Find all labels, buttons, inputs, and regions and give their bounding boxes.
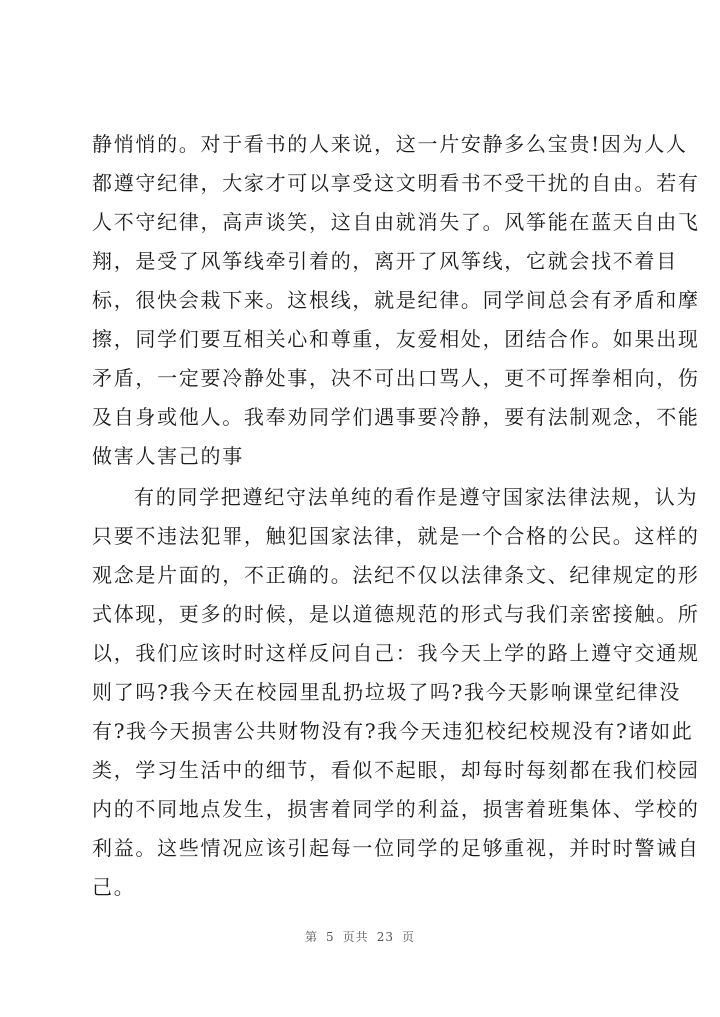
paragraph-line: 类，学习生活中的细节，看似不起眼，却每时每刻都在我们校园: [92, 758, 700, 782]
paragraph-line: 擦，同学们要互相关心和尊重，友爱相处，团结合作。如果出现: [92, 327, 700, 351]
paragraph-line: 人不守纪律，高声谈笑，这自由就消失了。风筝能在蓝天自由飞: [92, 210, 700, 234]
paragraph-line: 式体现，更多的时候，是以道德规范的形式与我们亲密接触。所: [92, 602, 700, 626]
paragraph-line: 静悄悄的。对于看书的人来说，这一片安静多么宝贵!因为人人: [92, 132, 688, 156]
footer-middle: 页共: [342, 930, 369, 944]
paragraph-line: 翔，是受了风筝线牵引着的，离开了风筝线，它就会找不着目: [92, 249, 678, 273]
paragraph-line: 有的同学把遵纪守法单纯的看作是遵守国家法律法规，认为: [134, 485, 699, 509]
paragraph-line: 及自身或他人。我奉劝同学们遇事要冷静，要有法制观念，不能: [92, 405, 700, 429]
current-page-number: 5: [326, 930, 335, 944]
paragraph-line: 内的不同地点发生，损害着同学的利益，损害着班集体、学校的: [92, 797, 700, 821]
paragraph-line: 只要不违法犯罪，触犯国家法律，就是一个合格的公民。这样的: [92, 524, 700, 548]
paragraph-line: 则了吗?我今天在校园里乱扔垃圾了吗?我今天影响课堂纪律没: [92, 680, 682, 704]
paragraph-line: 有?我今天损害公共财物没有?我今天违犯校纪校规没有?诸如此: [92, 719, 694, 743]
paragraph-line: 都遵守纪律，大家才可以享受这文明看书不受干扰的自由。若有: [92, 171, 700, 195]
paragraph-line: 矛盾，一定要冷静处事，决不可出口骂人，更不可挥拳相向，伤: [92, 366, 700, 390]
paragraph-line: 利益。这些情况应该引起每一位同学的足够重视，并时时警诫自: [92, 836, 700, 860]
paragraph-line: 观念是片面的，不正确的。法纪不仅以法律条文、纪律规定的形: [92, 563, 700, 587]
total-page-count: 23: [376, 930, 394, 944]
paragraph-line: 以，我们应该时时这样反问自己：我今天上学的路上遵守交通规: [92, 641, 700, 665]
paragraph-line: 标，很快会栽下来。这根线，就是纪律。同学间总会有矛盾和摩: [92, 288, 700, 312]
page-footer: [0, 928, 720, 945]
paragraph-line: 做害人害己的事: [92, 444, 244, 468]
footer-suffix: 页: [401, 930, 415, 944]
footer-prefix: 第: [305, 930, 319, 944]
paragraph-line: 己。: [92, 875, 136, 899]
